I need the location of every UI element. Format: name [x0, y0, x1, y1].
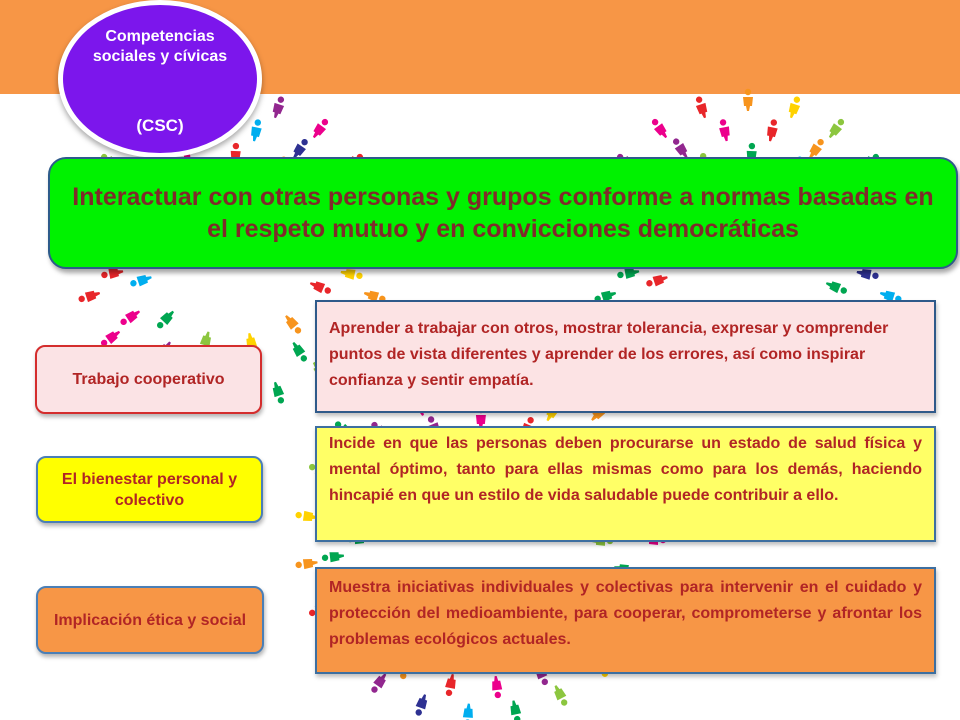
person-figure-icon: [856, 267, 880, 281]
person-figure-icon: [645, 272, 669, 289]
person-figure-icon: [743, 89, 753, 111]
person-figure-icon: [693, 95, 709, 119]
person-figure-icon: [340, 267, 364, 281]
person-figure-icon: [413, 693, 430, 717]
person-figure-icon: [508, 700, 522, 720]
person-figure-icon: [551, 683, 570, 707]
item-description-trabajo-cooperativo: Aprender a trabajar con otros, mostrar tolerancia, expresar y comprender puntos de vista diferentes y aprender de los errores, así como inspirar confianza y sentir empatía.: [315, 300, 936, 413]
person-figure-icon: [826, 117, 847, 141]
competence-badge: [58, 0, 262, 158]
person-figure-icon: [786, 95, 802, 119]
person-figure-icon: [443, 673, 457, 697]
person-figure-icon: [77, 288, 101, 304]
person-figure-icon: [369, 671, 390, 695]
person-figure-icon: [491, 676, 503, 699]
person-figure-icon: [289, 340, 310, 364]
person-figure-icon: [462, 703, 473, 720]
item-description-bienestar: Incide en que las personas deben procurarse un estado de salud física y mental óptimo, tanto para ellas mismas como para los demás, haciendo hincapié en que un estilo de vida saludable puede contribuir a ello.: [315, 426, 936, 542]
person-figure-icon: [310, 117, 331, 141]
person-figure-icon: [118, 307, 142, 328]
item-description-implicacion-etica: Muestra iniciativas individuales y colectivas para intervenir en el cuidado y protección del medioambiente, para cooperar, comprometerse y afrontar los problemas ecológicos actuales.: [315, 567, 936, 674]
item-label-bienestar: El bienestar personal y colectivo: [36, 456, 263, 523]
person-figure-icon: [270, 95, 286, 119]
person-figure-icon: [649, 117, 670, 141]
main-definition-banner: Interactuar con otras personas y grupos conforme a normas basadas en el respeto mutuo y en convicciones democráticas: [48, 157, 958, 269]
badge-abbreviation: (CSC): [136, 116, 184, 135]
person-figure-icon: [824, 279, 848, 297]
person-figure-icon: [270, 381, 286, 405]
person-figure-icon: [718, 118, 732, 142]
item-label-trabajo-cooperativo: Trabajo cooperativo: [35, 345, 262, 414]
badge-title: Competencias sociales y cívicas: [92, 28, 228, 65]
person-figure-icon: [282, 313, 304, 337]
person-figure-icon: [321, 551, 344, 563]
person-figure-icon: [154, 308, 177, 331]
person-figure-icon: [129, 272, 153, 289]
person-figure-icon: [765, 118, 779, 142]
person-figure-icon: [308, 279, 332, 297]
item-label-implicacion-etica: Implicación ética y social: [36, 586, 264, 654]
